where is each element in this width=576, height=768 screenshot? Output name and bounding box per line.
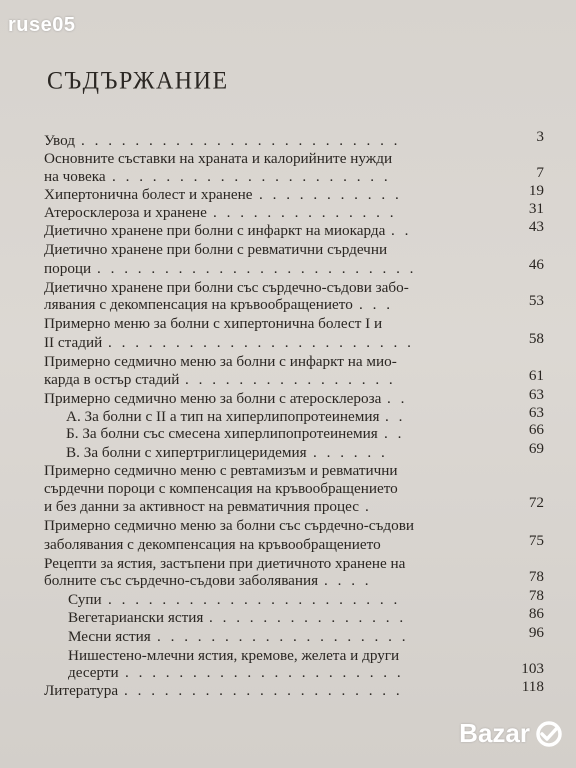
toc-entry [44, 241, 544, 259]
toc-entry [44, 664, 544, 682]
toc-page-number: 69 [528, 440, 544, 457]
toc-entry [44, 517, 544, 535]
toc-page-number: 118 [521, 678, 544, 695]
toc-entry [44, 425, 544, 443]
toc-entry-title: сърдечни пороци с компенсация на кръвообращението [44, 480, 398, 497]
toc-entry [44, 150, 544, 168]
toc-leader-dots: . . . . . . . . . . . . . . . . . . . . . . . . [97, 260, 417, 277]
toc-leader-dots: . . . . . . . . . . . . . . . . . . . . . [112, 168, 391, 185]
toc-entry-title: В. За болни с хипертриглицеридемия [66, 444, 307, 461]
toc-leader-dots: . . [391, 222, 412, 239]
toc-entry [44, 609, 544, 627]
toc-entry [44, 315, 544, 333]
toc-entry [44, 647, 544, 665]
toc-page-number: 46 [528, 256, 544, 273]
toc-entry-title: Вегетариански ястия [68, 609, 204, 626]
toc-entry-title: Примерно седмично меню за болни със сърдечно-съдови [44, 517, 414, 534]
toc-entry [44, 334, 544, 352]
toc-leader-dots: . . [385, 408, 406, 425]
toc-entry-title: Примерно седмично меню за болни с атеросклероза [44, 390, 382, 407]
toc-entry-title: Примерно седмично меню за болни с инфаркт на мио- [44, 353, 397, 370]
toc-entry-title: Основните съставки на храната и калорийните нужди [44, 150, 393, 167]
toc-page-number: 53 [528, 292, 544, 309]
toc-entry-title: Б. За болни със смесена хиперлипопротеинемия [66, 425, 378, 442]
toc-entry [44, 480, 544, 498]
toc-entry-title: Примерно меню за болни с хипертонична болест I и [44, 315, 383, 332]
toc-page-number: 43 [528, 218, 544, 235]
toc-entry [44, 132, 544, 150]
toc-page-number: 31 [528, 200, 544, 217]
toc-leader-dots: . . . . . . . . . . . . . . . . . . . . . [124, 682, 403, 699]
toc-entry [44, 682, 544, 700]
toc-leader-dots: . [365, 498, 372, 515]
toc-entry [44, 204, 544, 222]
toc-entry-title: Рецепти за ястия, застъпени при диетичното хранене на [44, 555, 406, 572]
toc-entry [44, 186, 544, 204]
toc-entry-title: болните със сърдечно-съдови заболявания [44, 572, 319, 589]
toc-entry [44, 498, 544, 516]
toc-entry [44, 572, 544, 590]
toc-leader-dots: . . . . . . . . . . . . . . . [209, 609, 407, 626]
toc-page-number: 63 [528, 386, 544, 403]
toc-entry-title: карда в остър стадий [44, 371, 180, 388]
toc-page-number: 58 [528, 330, 544, 347]
toc-entry-title: Диетично хранене при болни с ревматични сърдечни [44, 241, 388, 258]
toc-entry-title: и без данни за активност на ревматичния процес [44, 498, 359, 515]
toc-entry [44, 260, 544, 278]
bazar-logo [459, 718, 566, 749]
toc-leader-dots: . . [387, 390, 408, 407]
toc-entry-title: Литература [44, 682, 119, 699]
toc-entry-title: заболявания с декомпенсация на кръвообращението [44, 536, 381, 553]
toc-page-number: 75 [528, 532, 544, 549]
toc-entry [44, 444, 544, 462]
toc-entry-title: Супи [68, 591, 102, 608]
toc-leader-dots: . . [384, 425, 405, 442]
toc-entry [44, 371, 544, 389]
toc-page-number: 86 [528, 605, 544, 622]
toc-entry [44, 536, 544, 554]
toc-page-number: 66 [528, 421, 544, 438]
toc-entry [44, 408, 544, 426]
toc-entry [44, 353, 544, 371]
toc-page-number: 61 [528, 367, 544, 384]
toc-page-number: 78 [528, 568, 544, 585]
toc-page-number: 103 [521, 660, 544, 677]
toc-entry [44, 555, 544, 573]
toc-entry-title: пороци [44, 260, 92, 277]
logo-text: Bazar [459, 718, 530, 748]
toc-entry [44, 279, 544, 297]
toc-page-number: 3 [536, 128, 544, 145]
toc-page-number: 96 [528, 624, 544, 641]
toc-entry-title: на човека [44, 168, 106, 185]
toc-page-number: 7 [536, 164, 544, 181]
toc-entry-title: Нишестено-млечни ястия, кремове, желета и други [68, 647, 400, 664]
toc-entry [44, 296, 544, 314]
toc-leader-dots: . . . . . . . . . . . . . . [213, 204, 397, 221]
toc-entry-title: II стадий [44, 334, 103, 351]
toc-leader-dots: . . . . . . [313, 444, 388, 461]
toc-entry [44, 168, 544, 186]
toc-entry [44, 628, 544, 646]
toc-entry-title: Увод [44, 132, 75, 149]
toc-entry [44, 591, 544, 609]
watermark: ruse05 [8, 14, 76, 36]
toc-page-number: 72 [528, 494, 544, 511]
toc-leader-dots: . . . . . . . . . . . . . . . . [185, 371, 396, 388]
toc-entry-title: десерти [68, 664, 119, 681]
toc-entry-title: А. За болни с II а тип на хиперлипопротеинемия [66, 408, 380, 425]
toc-leader-dots: . . . . . . . . . . . . . . . . . . . [157, 628, 409, 645]
bazar-logo-icon [532, 719, 566, 749]
toc-entry [44, 390, 544, 408]
toc-entry-title: Диетично хранене при болни с инфаркт на миокарда [44, 222, 386, 239]
toc-entry-title: Атеросклероза и хранене [44, 204, 207, 221]
toc-leader-dots: . . . . . . . . . . . . . . . . . . . . . [125, 664, 404, 681]
toc-entry-title: Месни ястия [68, 628, 151, 645]
toc-leader-dots: . . . . . . . . . . . [259, 186, 402, 203]
toc-page-number: 63 [528, 404, 544, 421]
toc-leader-dots: . . . [359, 296, 393, 313]
toc-page-number: 19 [528, 182, 544, 199]
toc-entry-title: Примерно седмично меню с ревтамизъм и ревматични [44, 462, 398, 479]
toc-entry-title: Хипертонична болест и хранене [44, 186, 253, 203]
toc-entry [44, 462, 544, 480]
toc-entry-title: Диетично хранене при болни със сърдечно-съдови забо- [44, 279, 409, 296]
toc-entry [44, 222, 544, 240]
toc-leader-dots: . . . . . . . . . . . . . . . . . . . . . . [108, 591, 401, 608]
toc-leader-dots: . . . . [324, 572, 372, 589]
page-title: СЪДЪРЖАНИЕ [47, 67, 229, 95]
toc-leader-dots: . . . . . . . . . . . . . . . . . . . . . . . . [81, 132, 401, 149]
toc-page-number: 78 [528, 587, 544, 604]
toc-leader-dots: . . . . . . . . . . . . . . . . . . . . . . . [108, 334, 414, 351]
toc-entry-title: лявания с декомпенсация на кръвообращението [44, 296, 353, 313]
